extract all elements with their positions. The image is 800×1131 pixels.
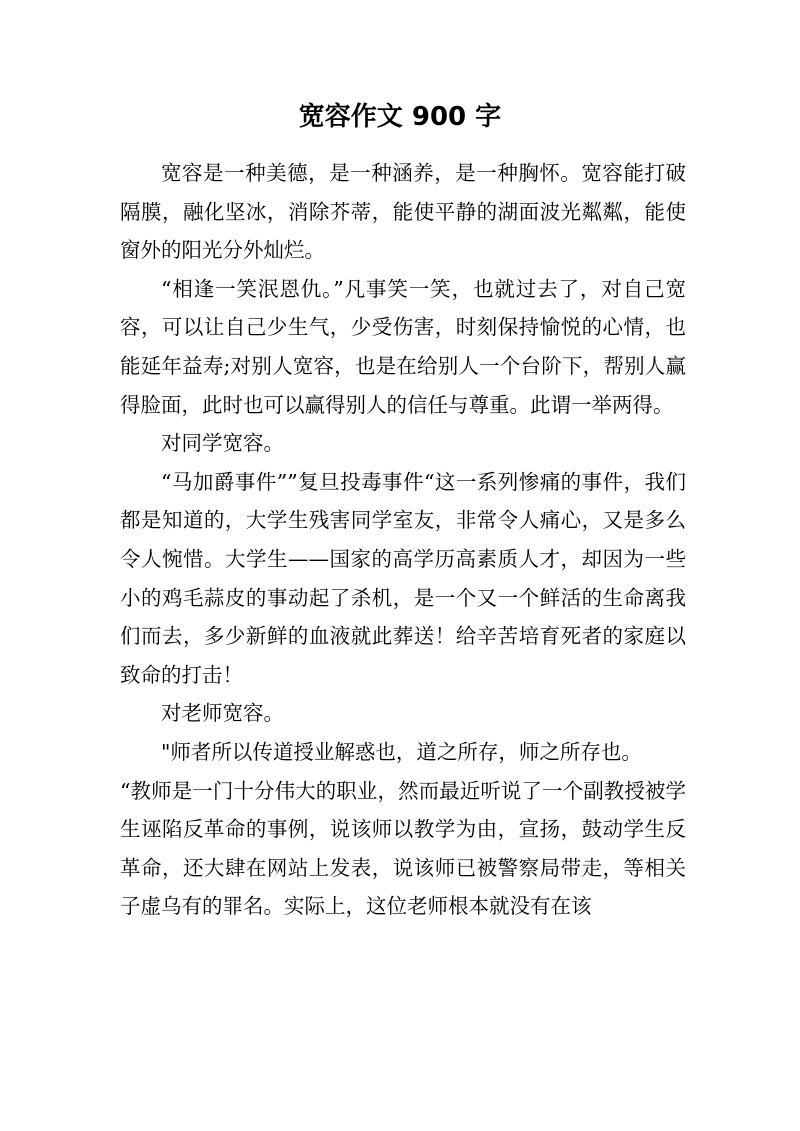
paragraph-classmates-heading: 对同学宽容。: [161, 431, 284, 456]
document-title: 宽容作文 900 字: [298, 102, 502, 132]
paragraph-self-tolerance: “相逢一笑泯恩仇。”凡事笑一笑，也就过去了，对自己宽容，可以让自己少生气，少受伤害，时刻保持愉悦的心情，也能延年益寿;对别人宽容，也是在给别人一个台阶下，帮别人赢得脸面，此时也可以赢得别人的信任与尊重。此谓一举两得。: [120, 276, 686, 417]
paragraph-classmates-body: “马加爵事件””复旦投毒事件“这一系列惨痛的事件，我们都是知道的，大学生残害同学室友，非常令人痛心，又是多么令人惋惜。大学生——国家的高学历高素质人才，却因为一些小的鸡毛蒜皮的事动起了杀机，是一个又一个鲜活的生命离我们而去，多少新鲜的血液就此葬送！给辛苦培育死者的家庭以致命的打击！: [120, 469, 686, 687]
paragraph-teachers-quote: "师者所以传道授业解惑也，道之所存，师之所存也。: [161, 739, 642, 764]
paragraph-intro: 宽容是一种美德，是一种涵养，是一种胸怀。宽容能打破隔膜，融化坚冰，消除芥蒂，能使平静的湖面波光粼粼，能使窗外的阳光分外灿烂。: [120, 161, 686, 263]
document-body: [120, 154, 686, 926]
paragraph-teachers-body: “教师是一门十分伟大的职业，然而最近听说了一个副教授被学生诬陷反革命的事例，说该师以教学为由，宣扬，鼓动学生反革命，还大肆在网站上发表，说该师已被警察局带走，等相关子虚乌有的罪名。实际上，这位老师根本就没有在该: [120, 778, 686, 919]
paragraph-teachers-heading: 对老师宽容。: [161, 701, 284, 726]
